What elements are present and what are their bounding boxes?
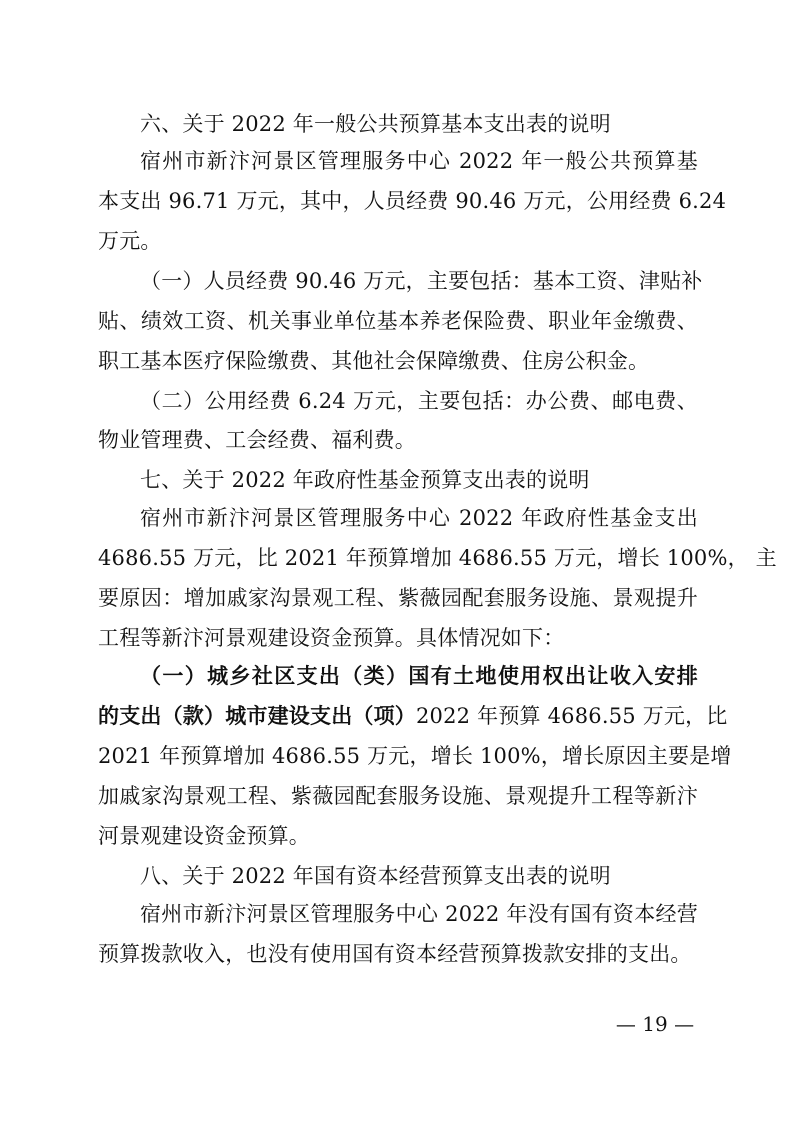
bold-subheading-text: 的支出（款）城市建设支出（项） <box>98 703 416 728</box>
section-heading-6: 六、关于 2022 年一般公共预算基本支出表的说明 <box>140 112 611 136</box>
paragraph-line: 加戚家沟景观工程、紫薇园配套服务设施、景观提升工程等新汴 <box>98 784 698 808</box>
paragraph-line: 物业管理费、工会经费、福利费。 <box>98 428 416 452</box>
paragraph-text: 2022 年预算 4686.55 万元，比 <box>416 704 728 728</box>
page-number: — 19 — <box>615 1012 695 1036</box>
paragraph-line: 要原因：增加戚家沟景观工程、紫薇园配套服务设施、景观提升 <box>98 586 698 610</box>
bold-subheading-line: （一）城乡社区支出（类）国有土地使用权出让收入安排 <box>140 663 698 688</box>
section-heading-8: 八、关于 2022 年国有资本经营预算支出表的说明 <box>140 864 611 888</box>
paragraph-line: 职工基本医疗保险缴费、其他社会保障缴费、住房公积金。 <box>98 349 650 373</box>
paragraph-line: 河景观建设资金预算。 <box>98 824 310 848</box>
paragraph-line: 万元。 <box>98 229 162 253</box>
paragraph-line: 2021 年预算增加 4686.55 万元，增长 100%，增长原因主要是增 <box>98 744 732 768</box>
section-heading-7: 七、关于 2022 年政府性基金预算支出表的说明 <box>140 468 590 492</box>
paragraph-line: 预算拨款收入，也没有使用国有资本经营预算拨款安排的支出。 <box>98 942 692 966</box>
paragraph-line: （二）公用经费 6.24 万元，主要包括：办公费、邮电费、 <box>140 389 698 413</box>
paragraph-line: 本支出 96.71 万元，其中，人员经费 90.46 万元，公用经费 6.24 <box>98 189 727 213</box>
paragraph-line: 宿州市新汴河景区管理服务中心 2022 年没有国有资本经营 <box>140 902 698 926</box>
paragraph-line: （一）人员经费 90.46 万元，主要包括：基本工资、津贴补 <box>140 269 703 293</box>
mixed-paragraph-line <box>98 696 728 736</box>
paragraph-line: 宿州市新汴河景区管理服务中心 2022 年一般公共预算基 <box>140 149 698 173</box>
paragraph-line: 宿州市新汴河景区管理服务中心 2022 年政府性基金支出 <box>140 506 698 530</box>
paragraph-line: 贴、绩效工资、机关事业单位基本养老保险费、职业年金缴费、 <box>98 309 698 333</box>
paragraph-line: 4686.55 万元，比 2021 年预算增加 4686.55 万元，增长 100%， 主 <box>98 546 777 570</box>
paragraph-line: 工程等新汴河景观建设资金预算。具体情况如下： <box>98 626 565 650</box>
